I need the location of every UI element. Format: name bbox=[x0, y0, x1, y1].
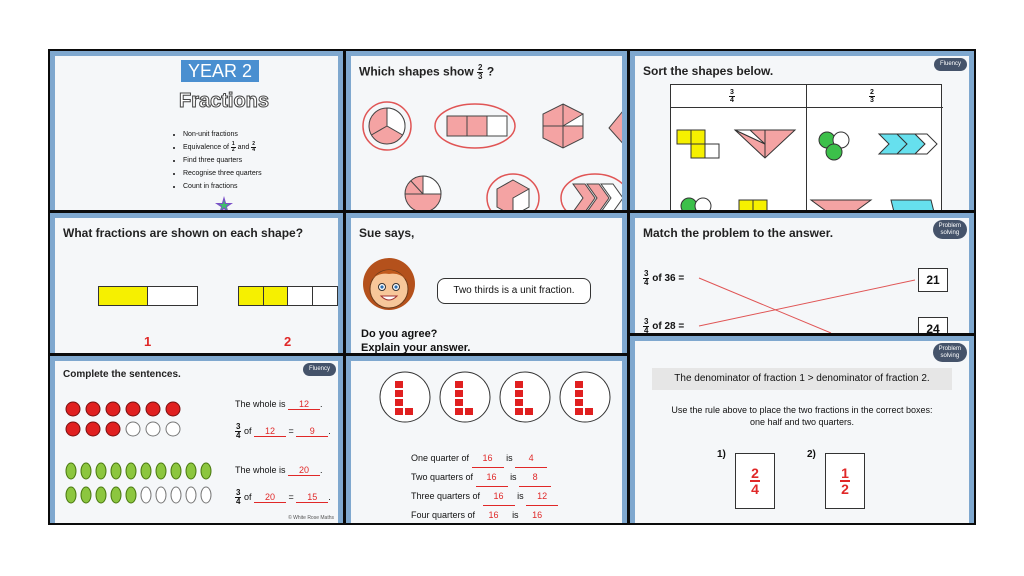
sentence-fraction-2: $\frac{3}{4}$ of 20 = 15 . bbox=[236, 488, 331, 506]
answer-fraction-2: 2 bbox=[284, 334, 292, 349]
badge-line: solving bbox=[940, 352, 960, 359]
column-header-two-thirds: $\frac{2}{3}$ bbox=[870, 89, 874, 105]
column-header-three-quarters: $\frac{3}{4}$ bbox=[730, 89, 734, 105]
slide-match-problem[interactable] bbox=[630, 213, 974, 333]
rule-box: The denominator of fraction 1 > denominator of fraction 2. bbox=[652, 368, 952, 390]
instruction-line-1: Use the rule above to place the two fractions in the correct boxes: bbox=[671, 405, 933, 415]
sue-avatar-icon bbox=[359, 256, 419, 320]
topic-list bbox=[183, 128, 262, 193]
bar-model-halves bbox=[98, 286, 198, 306]
slide-title-text: Sort the shapes below. bbox=[643, 64, 774, 78]
bar-segment-shaded bbox=[99, 287, 148, 305]
slide-sue-says-content bbox=[351, 218, 622, 353]
apples-illustration bbox=[61, 397, 201, 441]
fraction-box-2[interactable]: $\frac{1}{2}$ bbox=[825, 453, 865, 509]
slide-quarters[interactable] bbox=[346, 356, 627, 523]
box-label-2: 2) bbox=[807, 449, 816, 460]
slide-which-shapes-content bbox=[351, 56, 622, 210]
slide-quarters-content bbox=[351, 361, 622, 523]
slide-title-text: Match the problem to the answer. bbox=[643, 226, 834, 240]
topic-item: • Find three quarters bbox=[183, 154, 262, 167]
slide-denominator-rule[interactable] bbox=[630, 336, 974, 523]
quarter-line: Four quarters of 16 is 16 bbox=[411, 506, 558, 523]
slide-complete-sentences[interactable] bbox=[50, 356, 343, 523]
bar-model-quarters bbox=[238, 286, 338, 306]
bar-segment-shaded bbox=[239, 287, 264, 305]
box-label-1: 1) bbox=[717, 449, 726, 460]
problem-1: $\frac{3}{4}$ of 36 = bbox=[644, 269, 685, 287]
bar-segment-empty bbox=[148, 287, 197, 305]
footer-copyright: © White Rose Maths bbox=[288, 515, 334, 521]
question-explain: Explain your answer. bbox=[361, 342, 471, 353]
slide-title-text: Sue says, bbox=[359, 226, 415, 240]
sentence-whole-1: The whole is 12 . bbox=[235, 399, 323, 409]
slide-sort-shapes-content bbox=[635, 56, 969, 210]
bar-segment-shaded bbox=[264, 287, 289, 305]
counters-illustration bbox=[351, 367, 621, 423]
problem-2: $\frac{3}{4}$ of 28 = bbox=[644, 317, 685, 333]
fraction-box-1[interactable]: $\frac{2}{4}$ bbox=[735, 453, 775, 509]
answer-box-21[interactable]: 21 bbox=[918, 268, 948, 292]
bar-segment-empty bbox=[288, 287, 313, 305]
speech-text: Two thirds is a unit fraction. bbox=[453, 285, 575, 296]
slide-which-shapes[interactable] bbox=[346, 51, 627, 210]
slide-title-text: What fractions are shown on each shape? bbox=[63, 226, 304, 240]
badge-line: Problem bbox=[938, 346, 961, 352]
sort-shapes-illustration bbox=[635, 126, 969, 210]
sentence-whole-2: The whole is 20 . bbox=[235, 465, 323, 475]
slide-title[interactable] bbox=[50, 51, 343, 210]
slide-title-content bbox=[55, 56, 338, 210]
shapes-illustration bbox=[351, 86, 622, 210]
slide-match-problem-content bbox=[635, 218, 969, 333]
year-label: YEAR 2 bbox=[181, 60, 259, 82]
problem-solving-badge bbox=[933, 343, 967, 362]
sentence-fraction-1: $\frac{3}{4}$ of 12 = 9 . bbox=[236, 422, 331, 440]
fluency-badge: Fluency bbox=[934, 58, 967, 71]
slide-what-fractions[interactable] bbox=[50, 213, 343, 353]
speech-bubble bbox=[437, 278, 591, 304]
slide-denominator-rule-content bbox=[635, 341, 969, 523]
slide-sort-shapes[interactable] bbox=[630, 51, 974, 210]
slide-complete-sentences-content bbox=[55, 361, 338, 523]
bar-segment-empty bbox=[313, 287, 337, 305]
fluency-badge: Fluency bbox=[303, 363, 336, 376]
topic-item: • Count in fractions bbox=[183, 180, 262, 193]
lesson-slides-grid bbox=[48, 49, 976, 525]
star-logo-icon bbox=[215, 196, 233, 210]
quarter-line: Two quarters of 16 is 8 bbox=[411, 468, 558, 487]
slide-title-text: Complete the sentences. bbox=[63, 369, 181, 380]
quarter-line: Three quarters of 16 is 12 bbox=[411, 487, 558, 506]
answer-fraction-1: 1 bbox=[144, 334, 152, 349]
badge-line: solving bbox=[940, 229, 960, 236]
badge-line: Problem bbox=[938, 223, 961, 229]
topic-item: • Equivalence of $\frac{1}{2}$ and $\frac{2}{4}$ bbox=[183, 141, 262, 154]
instruction-line-2: one half and two quarters. bbox=[749, 417, 855, 427]
quarters-sentences bbox=[411, 449, 558, 523]
topic-item: • Non-unit fractions bbox=[183, 128, 262, 141]
pears-illustration bbox=[61, 459, 231, 509]
slide-title-text: Which shapes show $\frac{2}{3}$ ? bbox=[359, 63, 495, 81]
slide-sue-says[interactable] bbox=[346, 213, 627, 353]
lesson-title: Fractions bbox=[179, 90, 270, 112]
topic-item: • Recognise three quarters bbox=[183, 167, 262, 180]
slide-what-fractions-content bbox=[55, 218, 338, 353]
answer-box-24[interactable]: 24 bbox=[918, 317, 948, 333]
sort-header-divider bbox=[671, 107, 943, 108]
question-agree: Do you agree? bbox=[361, 328, 438, 340]
quarter-line: One quarter of 16 is 4 bbox=[411, 449, 558, 468]
